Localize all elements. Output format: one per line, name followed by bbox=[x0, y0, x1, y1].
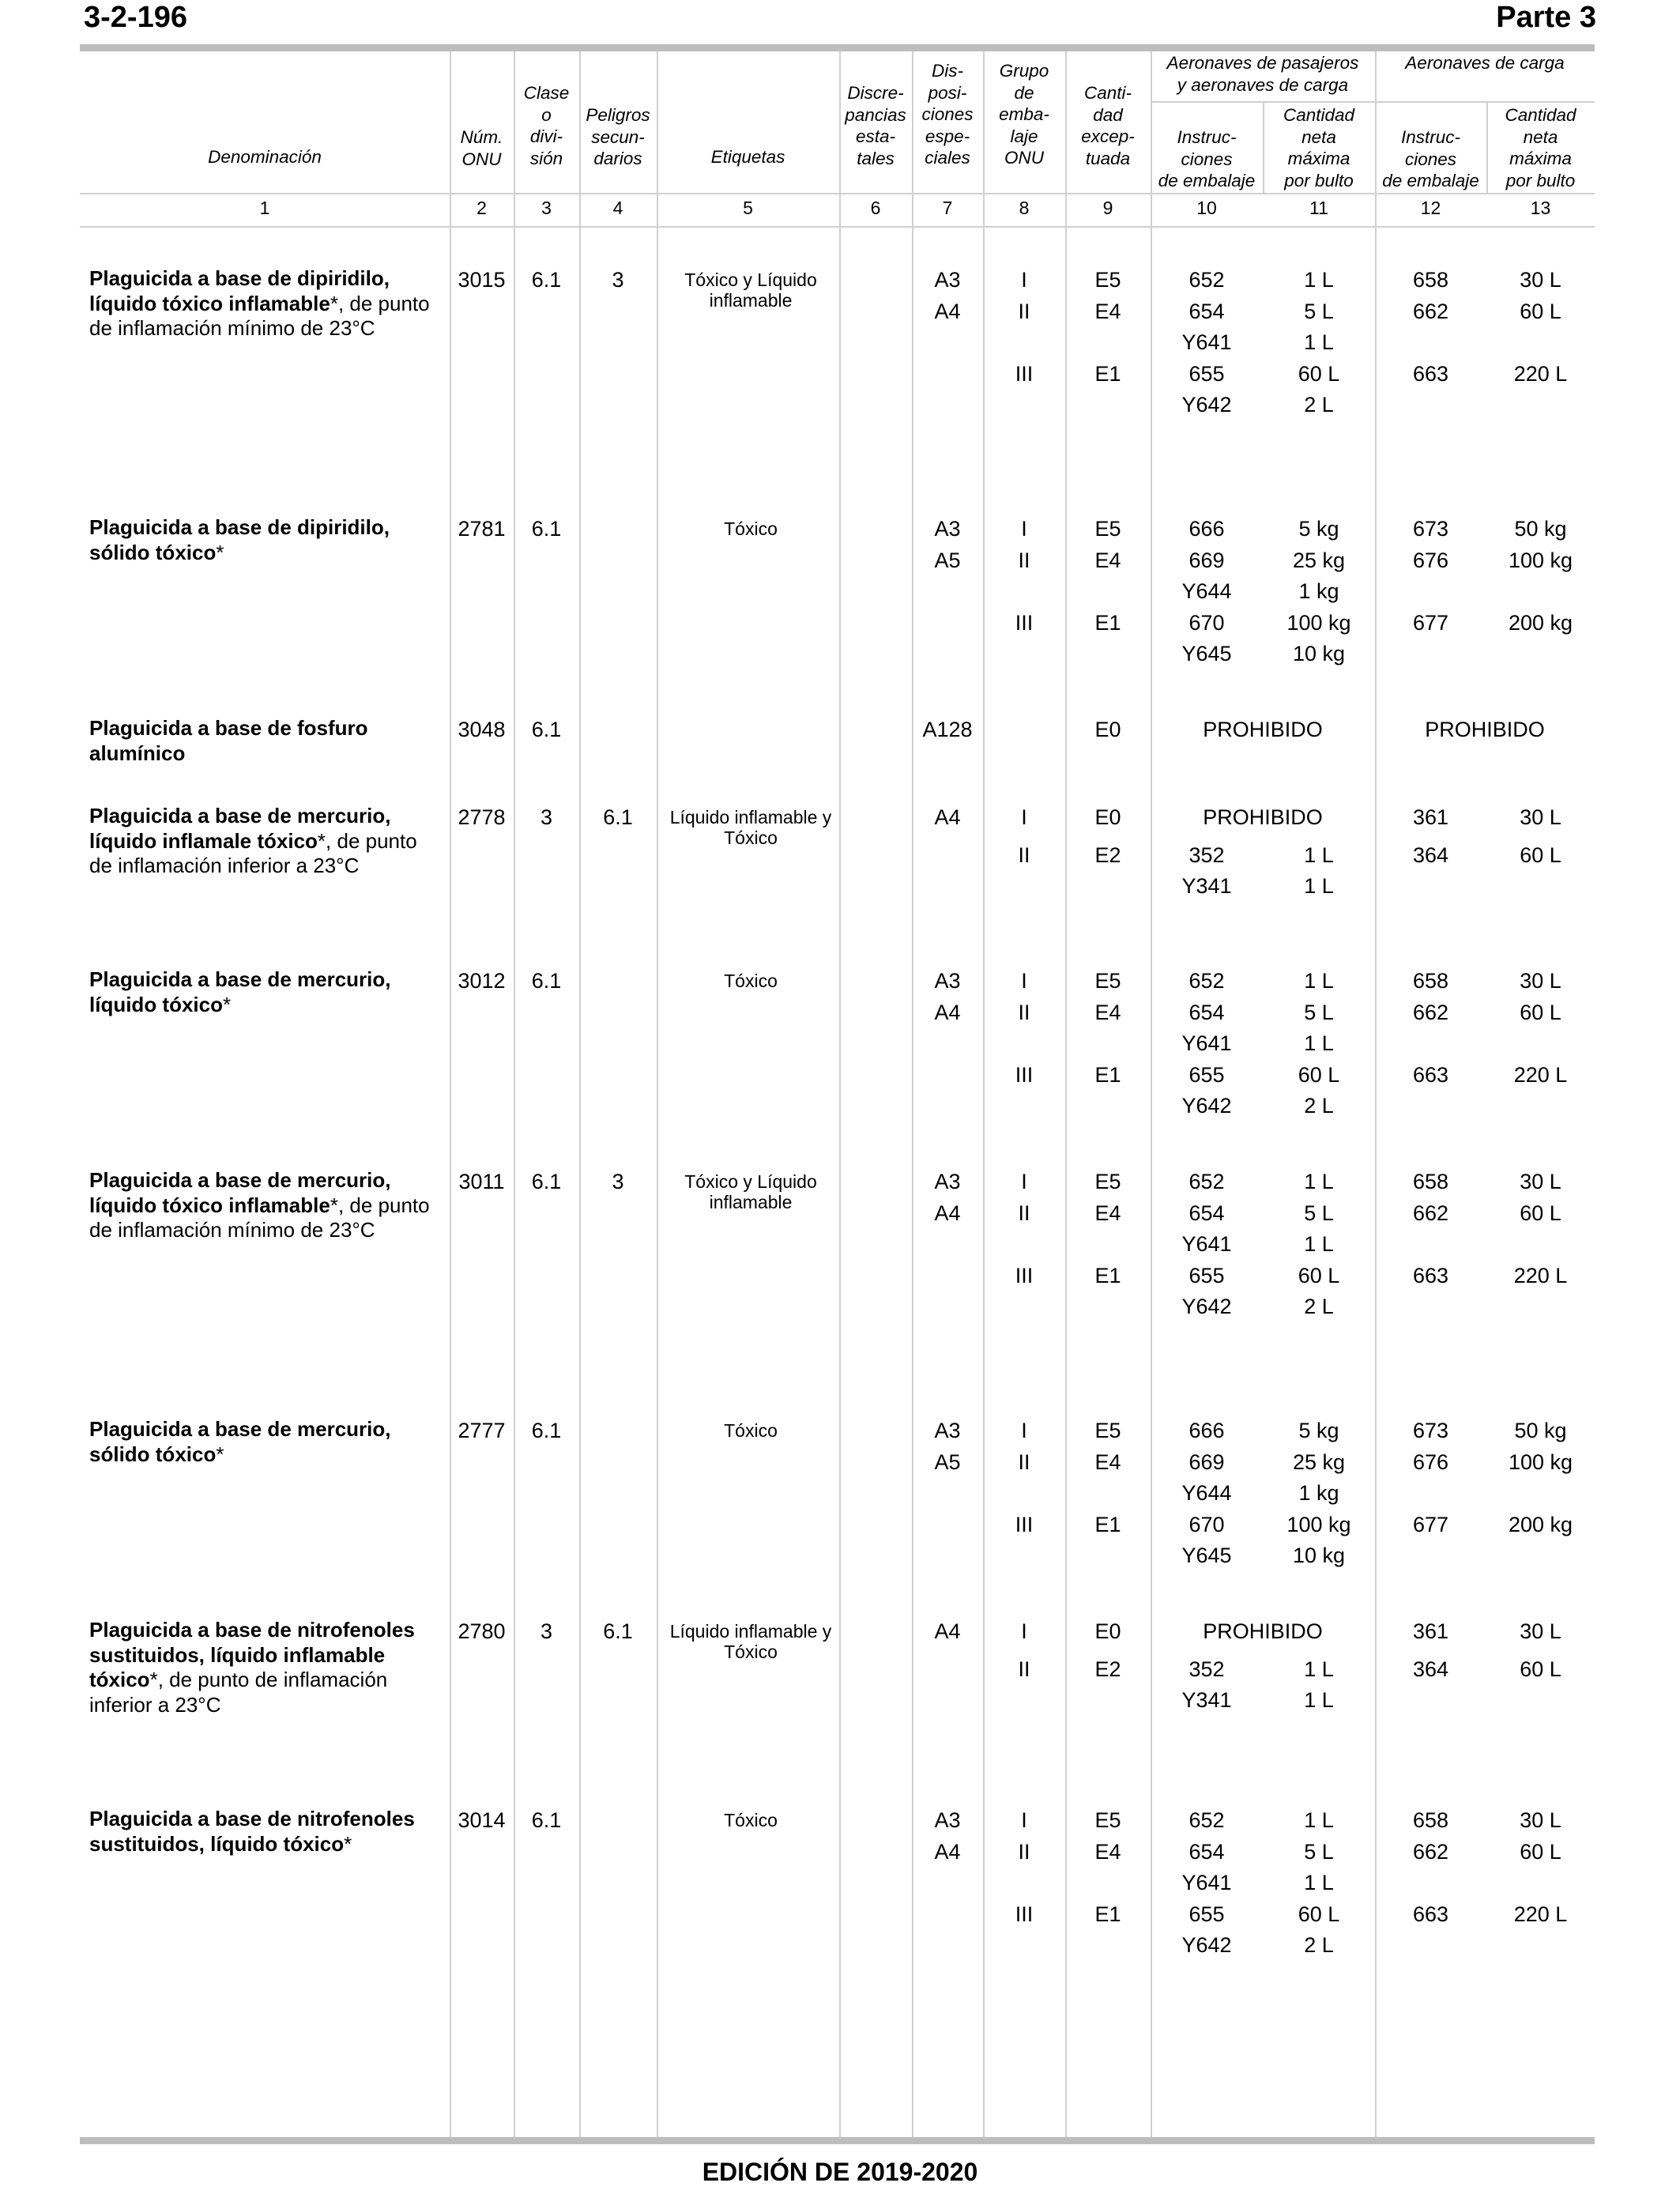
column-number-rule bbox=[80, 226, 1595, 228]
entry-name-asterisk: * bbox=[223, 992, 232, 1016]
header-denominacion: Denominación bbox=[208, 147, 322, 167]
excepted-quantity: E0 bbox=[1094, 718, 1121, 741]
table-row bbox=[0, 1417, 1680, 1567]
hazard-labels: Tóxico y Líquido inflamable bbox=[684, 1171, 817, 1212]
entry-name-bold: Plaguicida a base de mercurio, líquido tóxico inflamable bbox=[89, 1168, 391, 1217]
entry-name-bold: Plaguicida a base de nitrofenoles sustituidos, líquido tóxico bbox=[89, 1807, 415, 1856]
cargo-max-quantity: 60 L bbox=[1520, 843, 1561, 867]
packing-group: I bbox=[1021, 517, 1027, 541]
cargo-max-quantity: 30 L bbox=[1520, 1619, 1561, 1643]
header-un-number: Núm. ONU bbox=[460, 127, 503, 169]
header-packing-group: Grupo de emba- laje ONU bbox=[999, 61, 1049, 168]
table-row bbox=[0, 1168, 1680, 1318]
cargo-packing-instruction: 663 bbox=[1412, 1902, 1449, 1926]
cargo-packing-instruction: 361 bbox=[1412, 1619, 1449, 1643]
passenger-max-quantity: 60 L bbox=[1298, 1062, 1340, 1087]
class-division: 6.1 bbox=[531, 517, 562, 541]
passenger-packing-instruction: 654 bbox=[1188, 1201, 1225, 1225]
cargo-packing-instruction: 662 bbox=[1412, 1201, 1449, 1225]
entry-name-rest: , de punto de inflamación mínimo de 23°C bbox=[89, 291, 430, 340]
excepted-quantity: E1 bbox=[1094, 1902, 1121, 1926]
passenger-max-quantity: 100 kg bbox=[1286, 1512, 1351, 1536]
cargo-packing-instruction: 663 bbox=[1412, 1263, 1449, 1287]
table-row bbox=[0, 716, 1680, 765]
special-provision: A5 bbox=[934, 548, 961, 572]
cargo-packing-instruction: 676 bbox=[1412, 1449, 1449, 1474]
passenger-packing-instruction: 655 bbox=[1188, 1062, 1225, 1087]
passenger-packing-instruction: 669 bbox=[1188, 548, 1225, 572]
cargo-max-quantity: 30 L bbox=[1520, 805, 1561, 829]
table-row bbox=[0, 1618, 1680, 1717]
passenger-packing-instruction: 652 bbox=[1188, 969, 1225, 993]
cargo-max-quantity: 60 L bbox=[1520, 1201, 1561, 1225]
un-number: 3015 bbox=[458, 268, 506, 292]
excepted-quantity: E5 bbox=[1094, 517, 1121, 541]
cargo-max-quantity: 100 kg bbox=[1508, 548, 1573, 572]
cargo-max-quantity: 60 L bbox=[1520, 299, 1561, 323]
column-number: 10 bbox=[1196, 198, 1217, 218]
entry-name-asterisk: * bbox=[330, 1193, 338, 1217]
entry-name-asterisk: * bbox=[216, 540, 224, 564]
header-passenger-cargo-aircraft: Aeronaves de pasajeros y aeronaves de carga bbox=[1166, 53, 1359, 95]
excepted-quantity: E5 bbox=[1094, 1170, 1121, 1193]
entry-name-asterisk: * bbox=[149, 1668, 158, 1691]
special-provision: A3 bbox=[934, 517, 961, 541]
cargo-max-quantity: 60 L bbox=[1520, 1000, 1561, 1024]
passenger-max-quantity: 60 L bbox=[1298, 1263, 1340, 1287]
entry-name-bold: Plaguicida a base de mercurio, líquido tóxico bbox=[89, 967, 391, 1016]
excepted-quantity: E1 bbox=[1094, 1263, 1121, 1287]
cargo-max-quantity: 220 L bbox=[1513, 1062, 1568, 1087]
packing-group: I bbox=[1021, 1619, 1027, 1643]
header-subsidiary-hazards: Peligros secun- darios bbox=[586, 105, 650, 168]
packing-group: II bbox=[1018, 299, 1030, 323]
cargo-packing-instruction: 658 bbox=[1412, 1170, 1449, 1193]
passenger-max-quantity: 10 kg bbox=[1292, 1544, 1346, 1567]
passenger-packing-instruction: Y644 bbox=[1181, 1481, 1232, 1505]
passenger-max-quantity: 1 kg bbox=[1298, 1481, 1339, 1505]
passenger-max-quantity: 1 L bbox=[1304, 1808, 1334, 1832]
entry-name-bold: Plaguicida a base de mercurio, sólido tóxico bbox=[89, 1417, 391, 1466]
passenger-max-quantity: 100 kg bbox=[1286, 610, 1351, 635]
special-provision: A4 bbox=[934, 805, 961, 829]
packing-group: III bbox=[1015, 1902, 1034, 1926]
excepted-quantity: E0 bbox=[1094, 1619, 1121, 1643]
passenger-max-quantity: 1 L bbox=[1304, 1232, 1334, 1256]
passenger-packing-instruction: 654 bbox=[1188, 1839, 1225, 1864]
passenger-packing-instruction: Y341 bbox=[1181, 1688, 1232, 1712]
packing-group: III bbox=[1015, 1263, 1034, 1287]
un-number: 3048 bbox=[458, 718, 506, 741]
passenger-max-quantity: 1 L bbox=[1304, 1688, 1334, 1712]
un-number: 3011 bbox=[458, 1170, 505, 1193]
table-row bbox=[0, 266, 1680, 417]
hazard-labels: Tóxico bbox=[724, 971, 778, 991]
passenger-prohibited: PROHIBIDO bbox=[1203, 718, 1323, 741]
excepted-quantity: E5 bbox=[1094, 1419, 1121, 1442]
packing-group: II bbox=[1018, 548, 1030, 572]
table-row bbox=[0, 804, 1680, 898]
passenger-packing-instruction: 655 bbox=[1188, 361, 1225, 386]
cargo-max-quantity: 50 kg bbox=[1514, 517, 1567, 541]
special-provision: A3 bbox=[934, 268, 961, 292]
cargo-max-quantity: 30 L bbox=[1520, 1808, 1561, 1832]
passenger-packing-instruction: 352 bbox=[1188, 843, 1225, 867]
packing-group: II bbox=[1018, 843, 1030, 867]
excepted-quantity: E1 bbox=[1094, 1512, 1121, 1536]
passenger-max-quantity: 5 kg bbox=[1298, 1419, 1339, 1442]
passenger-packing-instruction: 654 bbox=[1188, 1000, 1225, 1024]
un-number: 3012 bbox=[458, 969, 506, 993]
cargo-max-quantity: 200 kg bbox=[1508, 610, 1573, 635]
passenger-packing-instruction: Y645 bbox=[1181, 642, 1232, 665]
class-division: 6.1 bbox=[531, 268, 562, 292]
excepted-quantity: E1 bbox=[1094, 1062, 1121, 1087]
cargo-packing-instruction: 677 bbox=[1412, 610, 1449, 635]
cargo-packing-instruction: 364 bbox=[1412, 1657, 1449, 1681]
passenger-prohibited: PROHIBIDO bbox=[1203, 1619, 1323, 1643]
special-provision: A4 bbox=[934, 1201, 961, 1225]
un-number: 3014 bbox=[458, 1808, 506, 1832]
cargo-packing-instruction: 663 bbox=[1412, 361, 1449, 386]
special-provision: A4 bbox=[934, 1000, 961, 1024]
class-division: 3 bbox=[540, 805, 553, 829]
cargo-max-quantity: 60 L bbox=[1520, 1839, 1561, 1864]
table-row bbox=[0, 515, 1680, 665]
passenger-packing-instruction: 655 bbox=[1188, 1263, 1225, 1287]
column-number: 1 bbox=[259, 198, 270, 218]
excepted-quantity: E4 bbox=[1094, 1839, 1121, 1864]
packing-group: III bbox=[1015, 1512, 1034, 1536]
passenger-packing-instruction: Y642 bbox=[1181, 1295, 1232, 1318]
special-provision: A3 bbox=[934, 1419, 961, 1442]
cargo-max-quantity: 30 L bbox=[1520, 969, 1561, 993]
excepted-quantity: E1 bbox=[1094, 610, 1121, 635]
entry-name bbox=[89, 804, 445, 879]
passenger-max-quantity: 60 L bbox=[1298, 1902, 1340, 1926]
hazard-labels: Líquido inflamable y Tóxico bbox=[669, 807, 832, 848]
special-provision: A3 bbox=[934, 1808, 961, 1832]
packing-group: III bbox=[1015, 1062, 1034, 1087]
excepted-quantity: E1 bbox=[1094, 361, 1121, 386]
cargo-prohibited: PROHIBIDO bbox=[1425, 718, 1545, 741]
hazard-labels: Tóxico bbox=[724, 1810, 778, 1830]
passenger-packing-instruction: 669 bbox=[1188, 1449, 1225, 1474]
packing-group: I bbox=[1021, 1170, 1027, 1193]
un-number: 2777 bbox=[458, 1419, 506, 1442]
subsidiary-hazard: 3 bbox=[612, 268, 624, 292]
special-provision: A4 bbox=[934, 1619, 961, 1643]
cargo-packing-instruction: 673 bbox=[1412, 517, 1449, 541]
class-division: 3 bbox=[540, 1619, 553, 1643]
subsidiary-hazard: 6.1 bbox=[603, 1619, 633, 1643]
cargo-packing-instruction: 673 bbox=[1412, 1419, 1449, 1442]
passenger-packing-instruction: Y641 bbox=[1181, 330, 1232, 354]
bottom-rule bbox=[80, 2137, 1595, 2144]
cargo-max-quantity: 60 L bbox=[1520, 1657, 1561, 1681]
passenger-packing-instruction: 670 bbox=[1188, 610, 1225, 635]
special-provision: A4 bbox=[934, 1839, 961, 1864]
excepted-quantity: E5 bbox=[1094, 969, 1121, 993]
entry-name bbox=[89, 1618, 445, 1717]
cargo-packing-instruction: 663 bbox=[1412, 1062, 1449, 1087]
class-division: 6.1 bbox=[531, 718, 562, 741]
passenger-packing-instruction: Y641 bbox=[1181, 1871, 1232, 1894]
column-number: 12 bbox=[1420, 198, 1441, 218]
passenger-packing-instruction: 655 bbox=[1188, 1902, 1225, 1926]
class-division: 6.1 bbox=[531, 1170, 562, 1193]
cargo-max-quantity: 100 kg bbox=[1508, 1449, 1573, 1474]
passenger-prohibited: PROHIBIDO bbox=[1203, 805, 1323, 829]
cargo-packing-instruction: 361 bbox=[1412, 805, 1449, 829]
packing-group: I bbox=[1021, 1419, 1027, 1442]
entry-name-asterisk: * bbox=[317, 828, 326, 853]
passenger-max-quantity: 1 kg bbox=[1298, 579, 1339, 603]
passenger-max-quantity: 1 L bbox=[1304, 969, 1334, 993]
passenger-max-quantity: 1 L bbox=[1304, 1871, 1334, 1894]
special-provision: A3 bbox=[934, 969, 961, 993]
special-provision: A3 bbox=[934, 1170, 961, 1193]
passenger-packing-instruction: Y642 bbox=[1181, 1094, 1232, 1118]
excepted-quantity: E4 bbox=[1094, 548, 1121, 572]
passenger-max-quantity: 10 kg bbox=[1292, 642, 1346, 665]
column-number: 3 bbox=[541, 198, 552, 218]
packing-group: I bbox=[1021, 969, 1027, 993]
cargo-max-quantity: 30 L bbox=[1520, 268, 1561, 292]
passenger-packing-instruction: Y641 bbox=[1181, 1232, 1232, 1256]
excepted-quantity: E2 bbox=[1094, 1657, 1121, 1681]
passenger-packing-instruction: Y641 bbox=[1181, 1031, 1232, 1055]
cargo-packing-instruction: 676 bbox=[1412, 548, 1449, 572]
column-number: 8 bbox=[1019, 198, 1030, 218]
passenger-max-quantity: 2 L bbox=[1304, 1094, 1334, 1118]
entry-name-bold: Plaguicida a base de mercurio, líquido inflamale tóxico bbox=[89, 804, 391, 853]
passenger-max-quantity: 5 L bbox=[1304, 1000, 1334, 1024]
cargo-packing-instruction: 658 bbox=[1412, 969, 1449, 993]
cargo-packing-instruction: 662 bbox=[1412, 1839, 1449, 1864]
cargo-packing-instruction: 658 bbox=[1412, 1808, 1449, 1832]
header-excepted-quantity: Canti- dad excep- tuada bbox=[1081, 83, 1135, 168]
passenger-packing-instruction: 652 bbox=[1188, 1808, 1225, 1832]
class-division: 6.1 bbox=[531, 1808, 562, 1832]
passenger-packing-instruction: Y642 bbox=[1181, 393, 1232, 417]
excepted-quantity: E5 bbox=[1094, 268, 1121, 292]
passenger-max-quantity: 25 kg bbox=[1292, 548, 1346, 572]
passenger-packing-instruction: Y341 bbox=[1181, 874, 1232, 898]
passenger-max-quantity: 1 L bbox=[1304, 1170, 1334, 1193]
entry-name-rest: , de punto de inflamación inferior a 23°C bbox=[89, 1668, 388, 1717]
passenger-max-quantity: 5 L bbox=[1304, 1839, 1334, 1864]
packing-group: III bbox=[1015, 610, 1034, 635]
passenger-max-quantity: 5 L bbox=[1304, 299, 1334, 323]
un-number: 2780 bbox=[458, 1619, 506, 1643]
packing-group: II bbox=[1018, 1449, 1030, 1474]
packing-group: II bbox=[1018, 1201, 1030, 1225]
column-number: 4 bbox=[612, 198, 623, 218]
packing-group: I bbox=[1021, 1808, 1027, 1832]
passenger-packing-instruction: 666 bbox=[1188, 1419, 1225, 1442]
entry-name bbox=[89, 1417, 445, 1467]
passenger-max-quantity: 2 L bbox=[1304, 393, 1334, 417]
subsidiary-hazard: 6.1 bbox=[603, 805, 633, 829]
cargo-packing-instruction: 364 bbox=[1412, 843, 1449, 867]
passenger-packing-instruction: 352 bbox=[1188, 1657, 1225, 1681]
cargo-max-quantity: 220 L bbox=[1513, 361, 1568, 386]
excepted-quantity: E4 bbox=[1094, 1201, 1121, 1225]
entry-name bbox=[89, 967, 445, 1017]
hazard-labels: Líquido inflamable y Tóxico bbox=[669, 1621, 832, 1662]
excepted-quantity: E5 bbox=[1094, 1808, 1121, 1832]
passenger-max-quantity: 1 L bbox=[1304, 268, 1334, 292]
passenger-packing-instruction: Y642 bbox=[1181, 1933, 1232, 1957]
entry-name bbox=[89, 1168, 445, 1243]
passenger-packing-instruction: 654 bbox=[1188, 299, 1225, 323]
cargo-packing-instruction: 677 bbox=[1412, 1512, 1449, 1536]
entry-name-asterisk: * bbox=[216, 1442, 224, 1466]
entry-name bbox=[89, 1807, 445, 1857]
passenger-packing-instruction: Y645 bbox=[1181, 1544, 1232, 1567]
passenger-packing-instruction: 652 bbox=[1188, 1170, 1225, 1193]
entry-name-bold: Plaguicida a base de nitrofenoles sustituidos, líquido inflamable tóxico bbox=[89, 1618, 415, 1691]
passenger-max-quantity: 1 L bbox=[1304, 1657, 1334, 1681]
packing-group: II bbox=[1018, 1839, 1030, 1864]
passenger-max-quantity: 2 L bbox=[1304, 1933, 1334, 1957]
top-rule bbox=[80, 44, 1595, 51]
column-number: 13 bbox=[1530, 198, 1551, 218]
special-provision: A4 bbox=[934, 299, 961, 323]
entry-name bbox=[89, 266, 445, 341]
table-row bbox=[0, 967, 1680, 1118]
entry-name-asterisk: * bbox=[344, 1831, 352, 1856]
passenger-max-quantity: 1 L bbox=[1304, 843, 1334, 867]
column-number: 11 bbox=[1309, 198, 1328, 218]
header-labels: Etiquetas bbox=[710, 147, 785, 167]
passenger-max-quantity: 1 L bbox=[1304, 330, 1334, 354]
header-cargo-max-quantity: Cantidad neta máxima por bulto bbox=[1505, 105, 1576, 190]
excepted-quantity: E2 bbox=[1094, 843, 1121, 867]
excepted-quantity: E4 bbox=[1094, 1449, 1121, 1474]
entry-name-rest: , de punto de inflamación mínimo de 23°C bbox=[89, 1193, 430, 1242]
packing-group: III bbox=[1015, 361, 1034, 386]
un-number: 2778 bbox=[458, 805, 506, 829]
cargo-max-quantity: 220 L bbox=[1513, 1263, 1568, 1287]
header-passenger-packing-instructions: Instruc- ciones de embalaje bbox=[1158, 127, 1256, 190]
header-class: Clase o divi- sión bbox=[523, 83, 570, 168]
column-number: 6 bbox=[870, 198, 881, 218]
header-cargo-aircraft-only: Aeronaves de carga bbox=[1405, 53, 1565, 73]
part-label: Parte 3 bbox=[1496, 1, 1596, 34]
passenger-max-quantity: 1 L bbox=[1304, 1031, 1334, 1055]
packing-group: II bbox=[1018, 1000, 1030, 1024]
edition-footer: EDICIÓN DE 2019-2020 bbox=[702, 2158, 978, 2186]
cargo-max-quantity: 50 kg bbox=[1514, 1419, 1567, 1442]
passenger-max-quantity: 25 kg bbox=[1292, 1449, 1346, 1474]
entry-name-bold: Plaguicida a base de dipiridilo, líquido tóxico inflamable bbox=[89, 266, 390, 315]
cargo-max-quantity: 220 L bbox=[1513, 1902, 1568, 1926]
cargo-max-quantity: 30 L bbox=[1520, 1170, 1561, 1193]
entry-name-bold: Plaguicida a base de dipiridilo, sólido tóxico bbox=[89, 515, 390, 564]
excepted-quantity: E4 bbox=[1094, 1000, 1121, 1024]
packing-group: I bbox=[1021, 268, 1027, 292]
passenger-max-quantity: 1 L bbox=[1304, 874, 1334, 898]
header-special-provisions: Dis- posi- ciones espe- ciales bbox=[921, 61, 974, 168]
excepted-quantity: E4 bbox=[1094, 299, 1121, 323]
header-group-rule bbox=[1151, 101, 1595, 103]
excepted-quantity: E0 bbox=[1094, 805, 1121, 829]
hazard-labels: Tóxico bbox=[724, 518, 778, 539]
entry-name bbox=[89, 515, 445, 565]
entry-name-rest: , de punto de inflamación inferior a 23°C bbox=[89, 828, 417, 877]
un-number: 2781 bbox=[458, 517, 506, 541]
table-row bbox=[0, 1807, 1680, 1957]
passenger-packing-instruction: 666 bbox=[1188, 517, 1225, 541]
passenger-max-quantity: 60 L bbox=[1298, 361, 1340, 386]
entry-name-bold: Plaguicida a base de fosfuro alumínico bbox=[89, 716, 368, 765]
passenger-packing-instruction: 670 bbox=[1188, 1512, 1225, 1536]
cargo-max-quantity: 200 kg bbox=[1508, 1512, 1573, 1536]
page-reference: 3-2-196 bbox=[84, 1, 187, 34]
packing-group: I bbox=[1021, 805, 1027, 829]
class-division: 6.1 bbox=[531, 1419, 562, 1442]
passenger-max-quantity: 5 kg bbox=[1298, 517, 1339, 541]
subsidiary-hazard: 3 bbox=[612, 1170, 624, 1193]
cargo-packing-instruction: 658 bbox=[1412, 268, 1449, 292]
special-provision: A128 bbox=[922, 718, 973, 741]
class-division: 6.1 bbox=[531, 969, 562, 993]
passenger-max-quantity: 2 L bbox=[1304, 1295, 1334, 1318]
entry-name bbox=[89, 716, 445, 766]
cargo-packing-instruction: 662 bbox=[1412, 1000, 1449, 1024]
hazard-labels: Tóxico y Líquido inflamable bbox=[684, 270, 817, 311]
cargo-packing-instruction: 662 bbox=[1412, 299, 1449, 323]
header-rule bbox=[80, 193, 1595, 194]
column-number: 5 bbox=[743, 198, 753, 218]
header-passenger-max-quantity: Cantidad neta máxima por bulto bbox=[1283, 105, 1355, 190]
column-divider bbox=[579, 51, 581, 2137]
special-provision: A5 bbox=[934, 1449, 961, 1474]
passenger-packing-instruction: Y644 bbox=[1181, 579, 1232, 603]
passenger-max-quantity: 5 L bbox=[1304, 1201, 1334, 1225]
column-number: 7 bbox=[942, 198, 953, 218]
column-number: 2 bbox=[477, 198, 487, 218]
column-number: 9 bbox=[1102, 198, 1113, 218]
passenger-packing-instruction: 652 bbox=[1188, 268, 1225, 292]
packing-group: II bbox=[1018, 1657, 1030, 1681]
hazard-labels: Tóxico bbox=[724, 1420, 778, 1441]
header-state-variations: Discre- pancias esta- tales bbox=[845, 83, 906, 168]
entry-name-asterisk: * bbox=[330, 291, 338, 315]
header-cargo-packing-instructions: Instruc- ciones de embalaje bbox=[1382, 127, 1479, 190]
